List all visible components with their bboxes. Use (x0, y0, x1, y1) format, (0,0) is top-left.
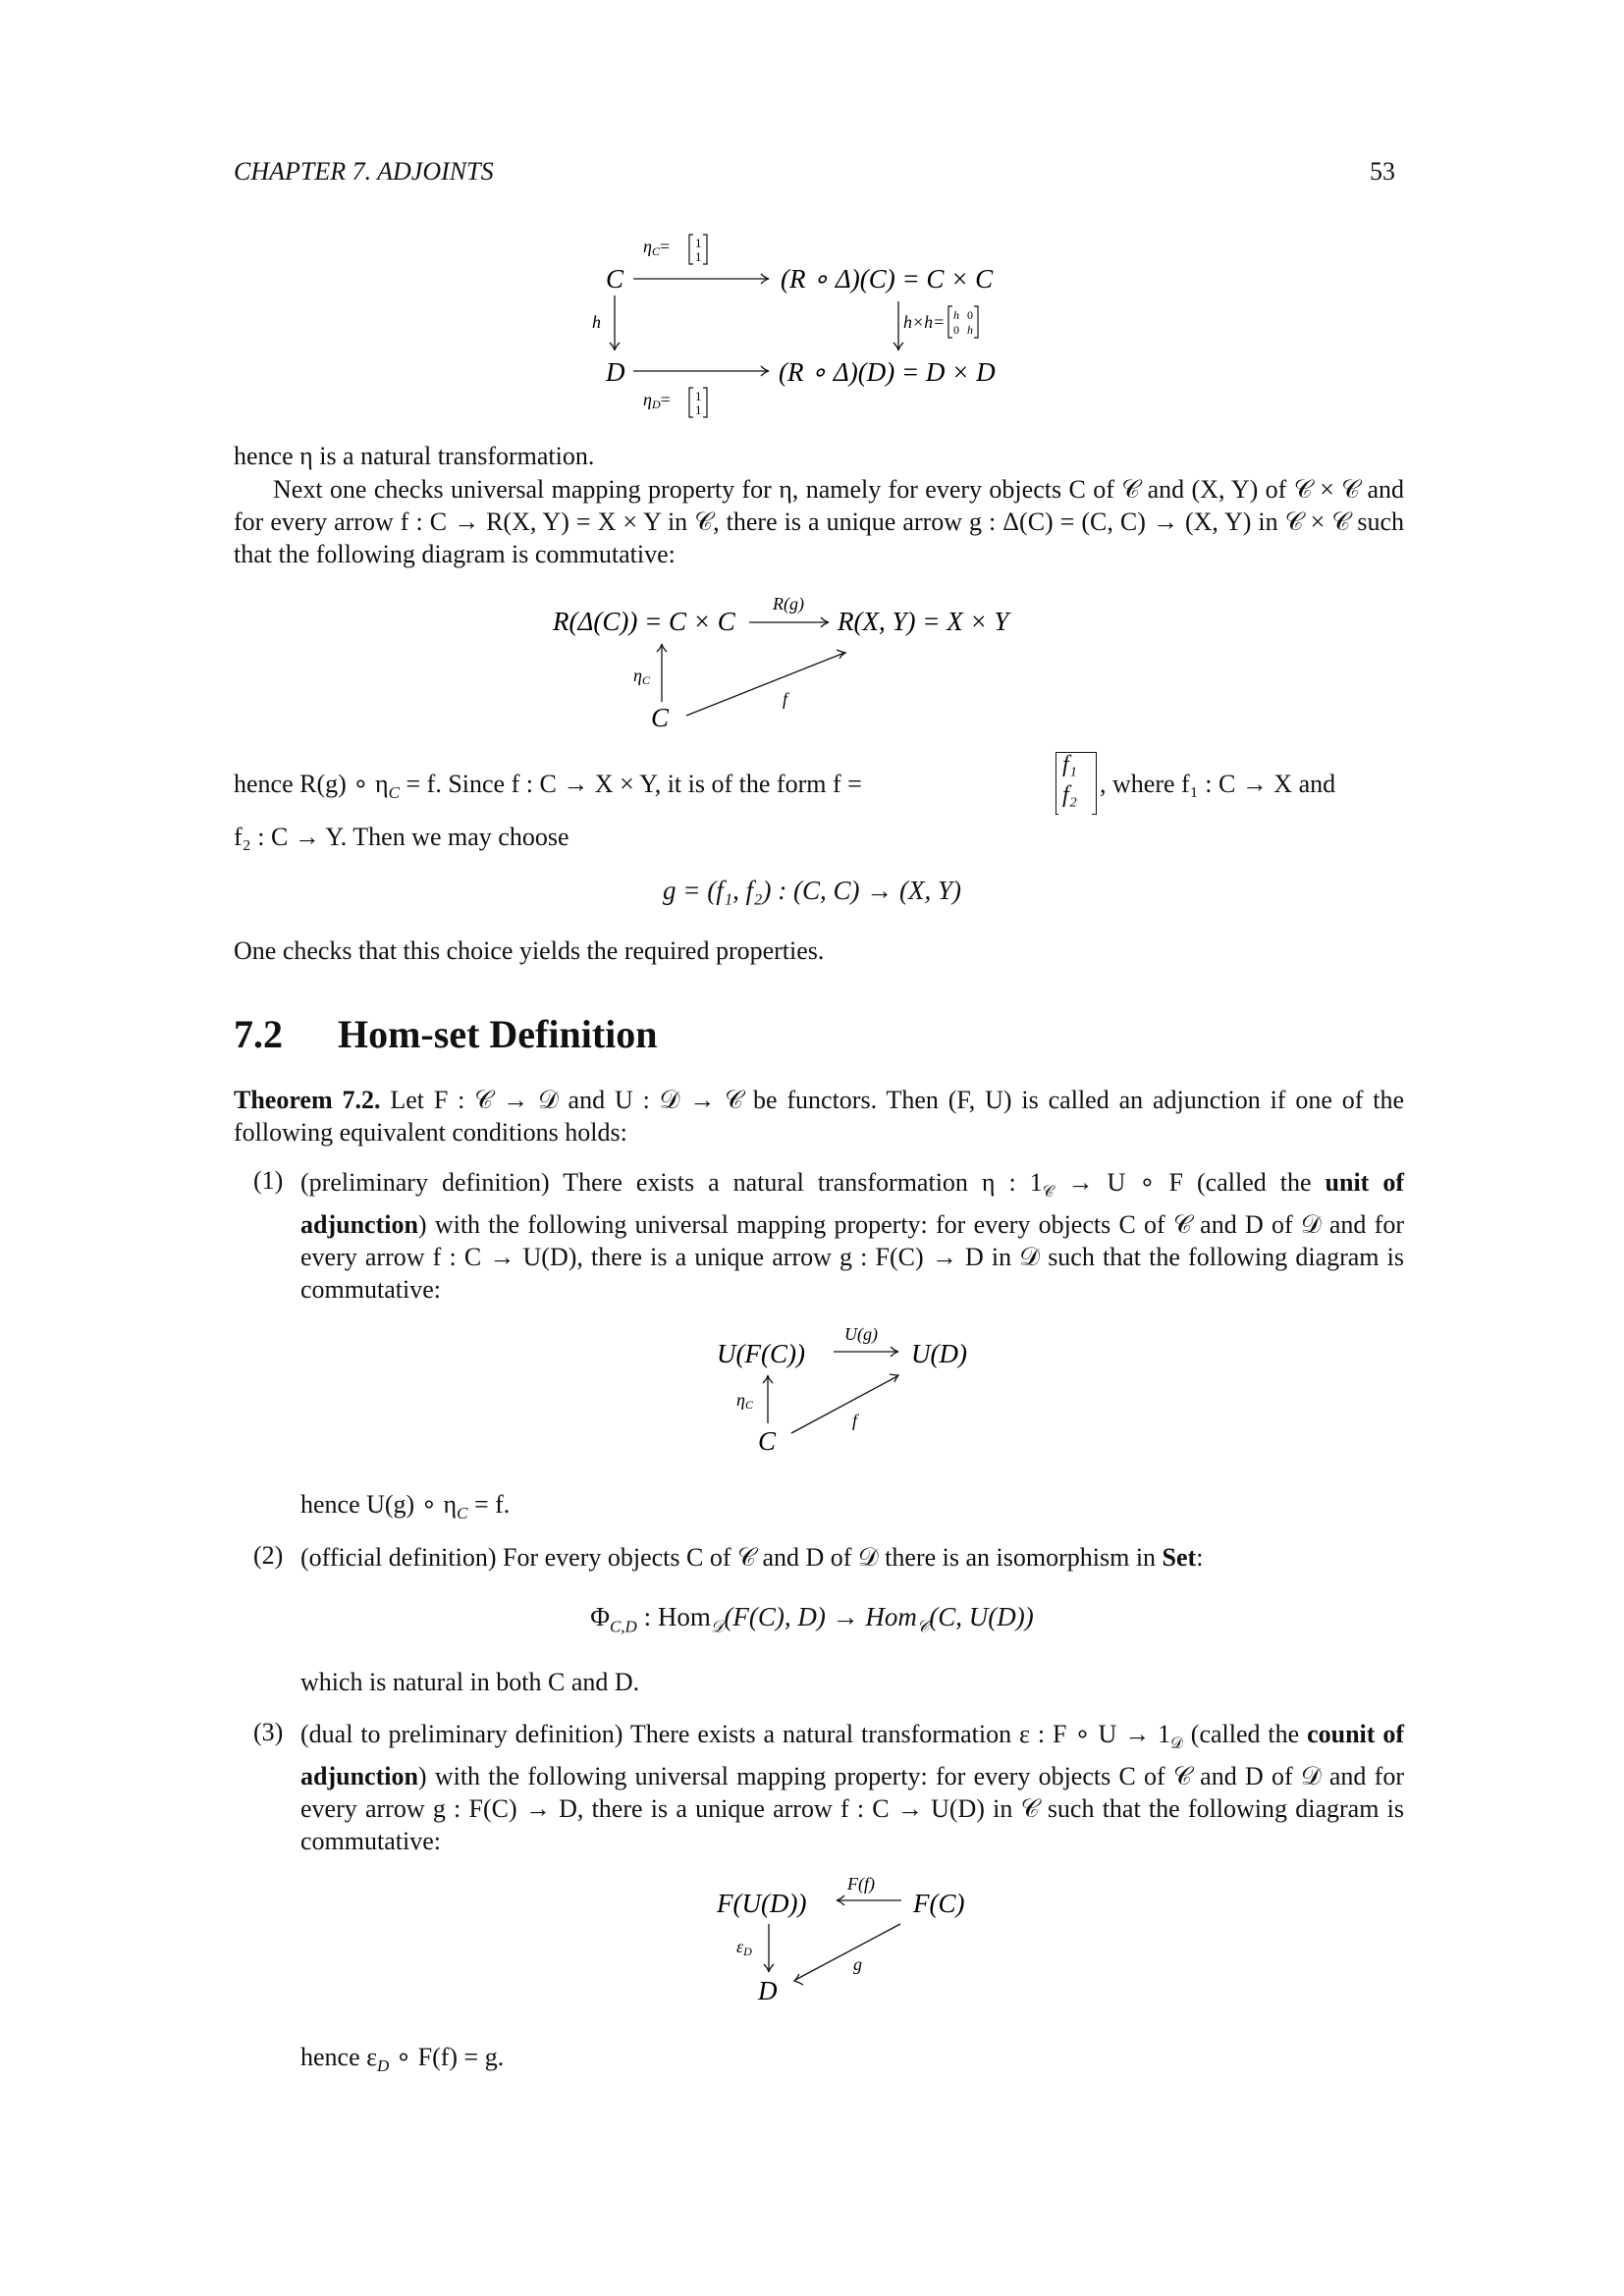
node-top-right: U(D) (911, 1339, 967, 1368)
vector-bracket-left (689, 235, 693, 264)
diagonal-arrow (686, 653, 844, 716)
conclusion-text: = f. (467, 1490, 511, 1519)
vector-entry: 1 (695, 249, 702, 264)
equation-text: (F(C), D) → Hom (724, 1602, 917, 1631)
vector-entry: 1 (695, 236, 702, 250)
matrix-bracket-right (974, 306, 978, 338)
list-item (300, 1541, 1404, 1574)
term-bold: Set (1162, 1543, 1197, 1572)
subscript: C (388, 783, 400, 803)
vector-entry: 1 (695, 402, 702, 417)
node-bottom: D (758, 1976, 778, 2005)
item-text: : (1196, 1543, 1204, 1572)
theorem (234, 1084, 1404, 1148)
display-equation (0, 1602, 1624, 1636)
item-conclusion: which is natural in both C and D. (300, 1668, 640, 1696)
bottom-arrow-label: ηD= (643, 390, 671, 411)
up-arrow-label: ηC (633, 666, 650, 687)
vector-entry: f₂ (1062, 782, 1078, 808)
subscript: C (457, 1504, 468, 1523)
vector-bracket-left (689, 388, 693, 417)
matrix-entry: 0 (953, 323, 959, 337)
paragraph-text: , where f₁ : C → X and (1100, 770, 1336, 798)
matrix-entry: h (953, 308, 959, 322)
display-equation: g = (f₁, f₂) : (C, C) → (X, Y) (663, 876, 961, 905)
subscript: 𝒟 (1170, 1735, 1183, 1753)
page-number: 53 (1370, 157, 1395, 186)
section-heading (234, 1011, 658, 1057)
equation-text: (C, U(D)) (929, 1602, 1034, 1631)
commutative-triangle-diagram (545, 589, 1095, 736)
paragraph-text: hence η is a natural transformation. (234, 442, 595, 470)
item-conclusion (300, 1488, 510, 1529)
diagonal-arrow (791, 1376, 897, 1433)
term-bold: unit of adjunction (300, 1168, 1405, 1240)
top-arrow-label: R(g) (773, 594, 804, 614)
diagonal-arrow-label: g (853, 1954, 862, 1974)
node-top-left: R(Δ(C)) = C × C (553, 607, 735, 636)
paragraph-text: Next one checks universal mapping property for η, namely for every objects C of 𝒞 and (X, Y) of 𝒞 × 𝒞 and for every arrow f : C → R(X, Y) = X × Y in 𝒞, there is a unique arrow g : Δ(C) = (C, C) → (X, Y) in 𝒞 × 𝒞 such that the following diagram is commutative: (234, 475, 1404, 568)
commutative-square-diagram (550, 221, 1080, 427)
paragraph (234, 768, 862, 809)
paragraph-text: = f. Since f : C → X × Y, it is of the form f = (400, 770, 862, 798)
diagonal-arrow (795, 1924, 900, 1980)
diagonal-arrow-label: f (852, 1411, 858, 1430)
unit-triangle-diagram (687, 1315, 1011, 1472)
running-header: CHAPTER 7. ADJOINTS (234, 157, 494, 186)
phi-symbol: Φ (590, 1602, 610, 1631)
down-arrow-label: εD (736, 1937, 752, 1958)
paragraph-text: f₂ : C → Y. Then we may choose (234, 823, 569, 851)
node-bottom-right: (R ∘ Δ)(D) = D × D (779, 357, 996, 387)
right-arrow-label: h×h= (903, 312, 946, 332)
conclusion-text: ∘ F(f) = g. (389, 2043, 505, 2071)
node-top-left: C (606, 264, 624, 294)
top-arrow-label: F(f) (847, 1874, 875, 1894)
matrix-entry: h (967, 323, 973, 337)
node-bottom-left: D (606, 357, 625, 387)
matrix-bracket-left (948, 306, 952, 338)
list-item-number: (2) (253, 1541, 284, 1570)
subscript: 𝒟 (710, 1617, 725, 1636)
section-number: 7.2 (234, 1012, 283, 1056)
matrix-entry: 0 (967, 308, 973, 322)
item-text: ) with the following universal mapping property: for every objects C of 𝒞 and D of 𝒟 and for every arrow f : C → U(D), there is a unique arrow g : F(C) → D in 𝒟 such that the following diagram is commutative: (300, 1210, 1404, 1305)
paragraph-text: hence R(g) ∘ η (234, 770, 389, 798)
item-text: → U ∘ F (called the (1054, 1168, 1326, 1197)
conclusion-text: hence U(g) ∘ η (300, 1490, 458, 1519)
item-text: (dual to preliminary definition) There exists a natural transformation ε : F ∘ U → 1 (300, 1720, 1171, 1748)
item-text: (official definition) For every objects C of 𝒞 and D of 𝒟 there is an isomorphism in (300, 1543, 1163, 1572)
top-arrow-label: U(g) (844, 1324, 878, 1344)
node-bottom: C (651, 703, 670, 732)
section-title: Hom-set Definition (338, 1012, 658, 1056)
list-item-number: (1) (253, 1166, 284, 1195)
term-bold: counit of adjunction (300, 1720, 1404, 1791)
node-top-left: F(U(D)) (717, 1889, 807, 1918)
list-item-number: (3) (253, 1718, 284, 1746)
item-text: (preliminary definition) There exists a natural transformation η : 1 (300, 1168, 1043, 1197)
vector-bracket-right (703, 235, 707, 264)
counit-triangle-diagram (687, 1865, 1011, 2022)
node-top-right: R(X, Y) = X × Y (838, 607, 1009, 636)
subscript: D (377, 2056, 390, 2076)
node-top-left: U(F(C)) (717, 1339, 805, 1368)
theorem-label: Theorem 7.2. (234, 1086, 381, 1114)
vector-entry: f₁ (1062, 752, 1078, 777)
top-arrow-label: ηC= (643, 237, 671, 258)
vector-bracket-right (703, 388, 707, 417)
paragraph (234, 440, 1404, 472)
left-arrow-label: h (592, 312, 601, 332)
up-arrow-label: ηC (736, 1390, 753, 1412)
diagonal-arrowhead (794, 1974, 803, 1985)
subscript: 𝒞 (916, 1617, 930, 1636)
subscript: 𝒞 (1042, 1184, 1055, 1201)
equation-text: : Hom (636, 1602, 711, 1631)
item-text: ) with the following universal mapping property: for every objects C of 𝒞 and D of 𝒟 and for every arrow g : F(C) → D, there is a unique arrow f : C → U(D) in 𝒞 such that the following diagram is commutative: (300, 1762, 1404, 1856)
item-conclusion (300, 2041, 504, 2082)
vector-entry: 1 (695, 389, 702, 403)
theorem-text: Let F : 𝒞 → 𝒟 and U : 𝒟 → 𝒞 be functors. Then (F, U) is called an adjunction if one of the following equivalent conditions holds: (234, 1086, 1405, 1147)
paragraph (234, 473, 1404, 570)
diagonal-arrow-label: f (783, 689, 788, 709)
node-top-right: (R ∘ Δ)(C) = C × C (781, 264, 994, 294)
paragraph-text: One checks that this choice yields the required properties. (234, 936, 825, 965)
item-text: (called the (1182, 1720, 1308, 1748)
list-item (300, 1166, 1404, 1306)
subscript: C,D (609, 1617, 637, 1636)
conclusion-text: hence ε (300, 2043, 378, 2071)
node-top-right: F(C) (913, 1889, 965, 1918)
list-item (300, 1718, 1404, 1857)
node-bottom: C (758, 1426, 777, 1456)
